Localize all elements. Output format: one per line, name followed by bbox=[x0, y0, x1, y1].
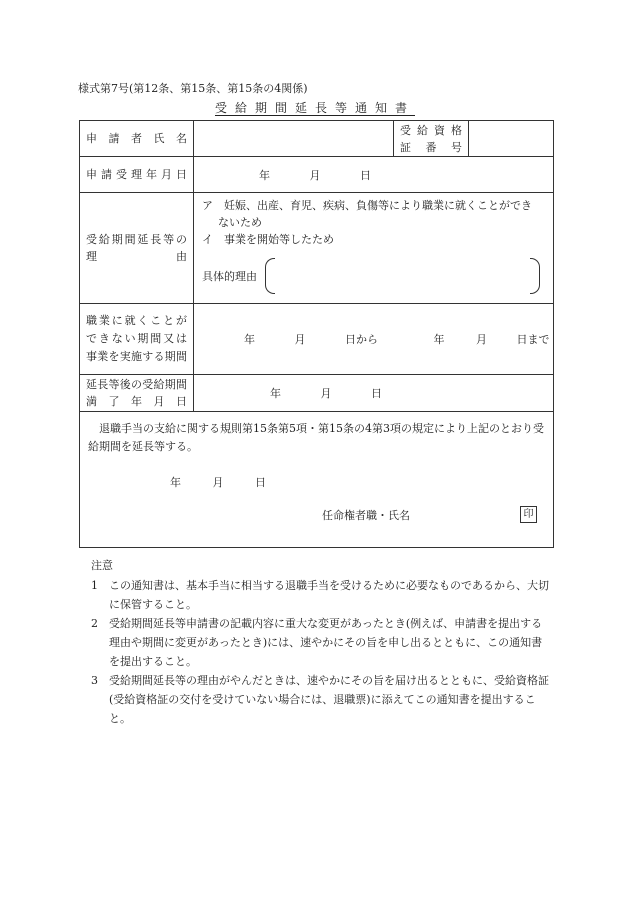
specific-reason-field[interactable] bbox=[265, 258, 540, 294]
notice-form-table bbox=[79, 120, 554, 548]
reason-field bbox=[194, 193, 554, 304]
appointer-label: 任命権者職・氏名 bbox=[322, 508, 410, 522]
received-date-field[interactable]: 年 月 日 bbox=[194, 157, 554, 193]
end-date-field[interactable]: 年 月 日 bbox=[194, 375, 554, 412]
qualification-number-field[interactable] bbox=[469, 121, 554, 157]
note-item: 1 この通知書は、基本手当に相当する退職手当を受けるために必要なものであるから、大切に保管すること。 bbox=[91, 579, 549, 611]
form-number-label: 様式第7号(第12条、第15条、第15条の4関係) bbox=[78, 82, 308, 95]
end-date-row bbox=[80, 375, 554, 412]
document-title: 受給期間延長等通知書 bbox=[214, 101, 415, 115]
qualification-number-label: 受給資格 証番号 bbox=[394, 121, 469, 157]
period-field[interactable]: 年 月 日から 年 月 日まで bbox=[194, 304, 554, 375]
reason-row bbox=[80, 193, 554, 304]
note-item: 3 受給期間延長等の理由がやんだときは、速やかにその旨を届け出るとともに、受給資格証(受給資格証の交付を受けていない場合には、退職票)に添えてこの通知書を提出すること。 bbox=[91, 674, 549, 725]
note-item: 2 受給期間延長等申請書の記載内容に重大な変更があったとき(例えば、申請書を提出する理由や期間に変更があったとき)には、速やかにその旨を申し出るとともに、この通知書を提出すること。 bbox=[91, 617, 543, 668]
applicant-name-label: 申請者氏名 bbox=[80, 121, 194, 157]
reason-option-b[interactable]: イ 事業を開始等したため bbox=[202, 233, 334, 246]
reason-label: 受給期間延長等の 理 由 bbox=[80, 193, 194, 304]
notice-text: 退職手当の支給に関する規則第15条第5項・第15条の4第3項の規定により上記のとおり受給期間を延長等する。 bbox=[88, 422, 544, 453]
notes-heading: 注意 bbox=[91, 559, 113, 572]
period-label: 職業に就くことが できない期間又は 事業を実施する期間 bbox=[80, 304, 194, 375]
notice-date[interactable]: 年 月 日 bbox=[170, 476, 266, 489]
reason-option-a[interactable]: ア 妊娠、出産、育児、疾病、負傷等により職業に就くことができ ないため bbox=[202, 199, 532, 229]
seal-mark: 印 bbox=[520, 506, 537, 523]
received-date-label: 申請受理年月日 bbox=[80, 157, 194, 193]
period-row bbox=[80, 304, 554, 375]
end-date-label: 延長等後の受給期間 満 了 年 月 日 bbox=[80, 375, 194, 412]
applicant-name-field[interactable] bbox=[194, 121, 394, 157]
notes-list bbox=[91, 576, 553, 728]
notice-row bbox=[80, 412, 554, 548]
specific-reason-label: 具体的理由 bbox=[202, 269, 257, 283]
applicant-row bbox=[80, 121, 554, 157]
notice-cell bbox=[80, 412, 554, 548]
received-date-row bbox=[80, 157, 554, 193]
